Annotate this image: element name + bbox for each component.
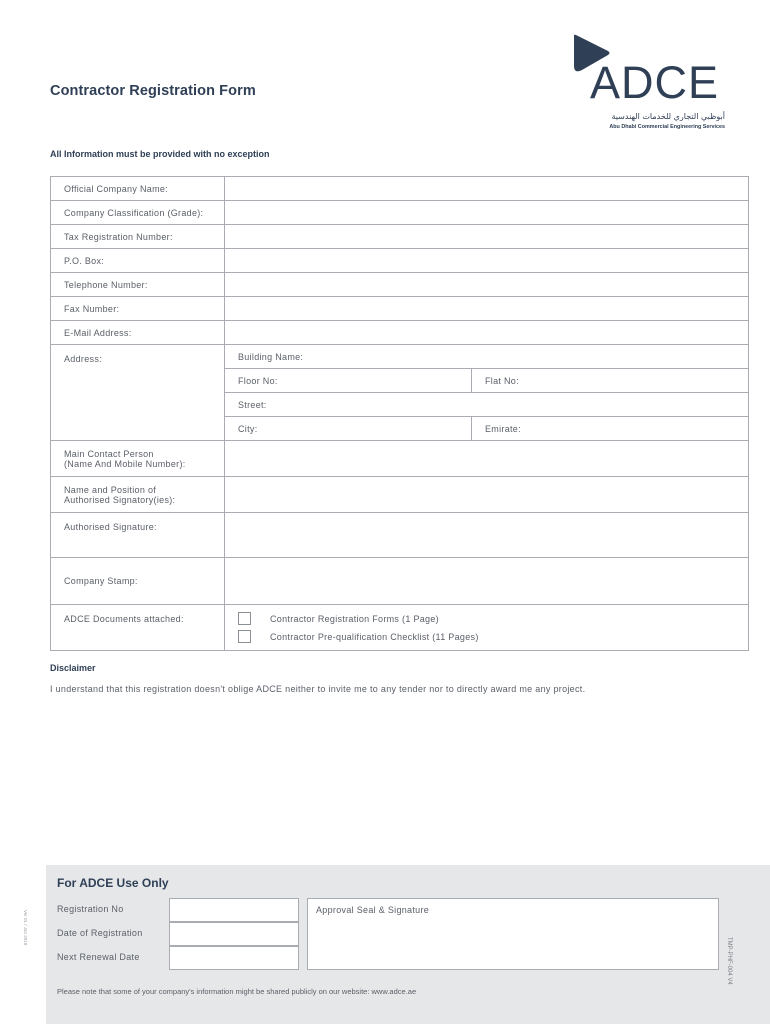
registration-table [50,176,749,651]
logo-wordmark: ADCE [590,57,720,108]
logo-arabic-text: أبوظبي التجاري للخدمات الهندسية [611,112,725,121]
label-company-stamp: Company Stamp: [51,558,225,605]
label-telephone: Telephone Number: [51,273,225,297]
documents-cell [225,605,749,651]
po-box-field[interactable] [225,249,749,273]
label-signatory-line1: Name and Position of [64,484,157,495]
label-tax-number: Tax Registration Number: [51,225,225,249]
label-next-renewal: Next Renewal Date [57,952,140,962]
fax-field[interactable] [225,297,749,321]
checkbox-prequalification[interactable] [238,630,251,643]
tax-number-field[interactable] [225,225,749,249]
label-classification: Company Classification (Grade): [51,201,225,225]
telephone-field[interactable] [225,273,749,297]
label-fax: Fax Number: [51,297,225,321]
signature-field[interactable] [225,513,749,558]
label-po-box: P.O. Box: [51,249,225,273]
label-signature: Authorised Signature: [51,513,225,558]
checkbox-registration-forms[interactable] [238,612,251,625]
classification-field[interactable] [225,201,749,225]
building-name-field[interactable]: Building Name: [225,345,749,369]
disclaimer-text: I understand that this registration doesn't oblige ADCE neither to invite me to any tender nor to directly award me any project. [50,684,586,694]
date-of-registration-field[interactable] [169,922,299,946]
approval-seal-box[interactable] [307,898,719,970]
doc-option-registration-label: Contractor Registration Forms (1 Page) [270,613,439,624]
emirate-field[interactable]: Emirate: [472,417,749,441]
side-reference: Ver 01 / Jan 2018 [23,910,28,946]
street-field[interactable]: Street: [225,393,749,417]
disclaimer-title: Disclaimer [50,663,96,673]
signatory-field[interactable] [225,477,749,513]
document-reference: TMP-PHF-004 V4 [726,937,732,985]
page-title: Contractor Registration Form [50,83,256,99]
label-signatory-line2: Authorised Signatory(ies): [64,494,176,505]
city-field[interactable]: City: [225,417,472,441]
mandatory-notice: All Information must be provided with no exception [50,149,270,159]
doc-option-checklist-label: Contractor Pre-qualification Checklist (11 Pages) [270,631,479,642]
doc-option-checklist[interactable] [238,628,748,646]
flat-no-field[interactable]: Flat No: [472,369,749,393]
label-main-contact [51,441,225,477]
email-field[interactable] [225,321,749,345]
office-use-title: For ADCE Use Only [57,876,169,890]
office-use-panel [46,865,770,1024]
label-main-contact-line1: Main Contact Person [64,448,154,459]
doc-option-registration[interactable] [238,610,748,628]
label-signatory [51,477,225,513]
adce-logo [568,32,728,144]
label-documents: ADCE Documents attached: [51,605,225,651]
main-contact-field[interactable] [225,441,749,477]
label-main-contact-line2: (Name And Mobile Number): [64,458,186,469]
label-email: E-Mail Address: [51,321,225,345]
next-renewal-field[interactable] [169,946,299,970]
label-date-of-registration: Date of Registration [57,928,143,938]
company-stamp-field[interactable] [225,558,749,605]
approval-seal-label: Approval Seal & Signature [316,905,430,915]
label-address: Address: [51,345,225,441]
logo-subtitle: Abu Dhabi Commercial Engineering Services [609,124,725,130]
privacy-note: Please note that some of your company's information might be shared publicly on our website: www.adce.ae [57,987,417,996]
company-name-field[interactable] [225,177,749,201]
label-registration-no: Registration No [57,904,124,914]
floor-no-field[interactable]: Floor No: [225,369,472,393]
label-company-name: Official Company Name: [51,177,225,201]
registration-no-field[interactable] [169,898,299,922]
